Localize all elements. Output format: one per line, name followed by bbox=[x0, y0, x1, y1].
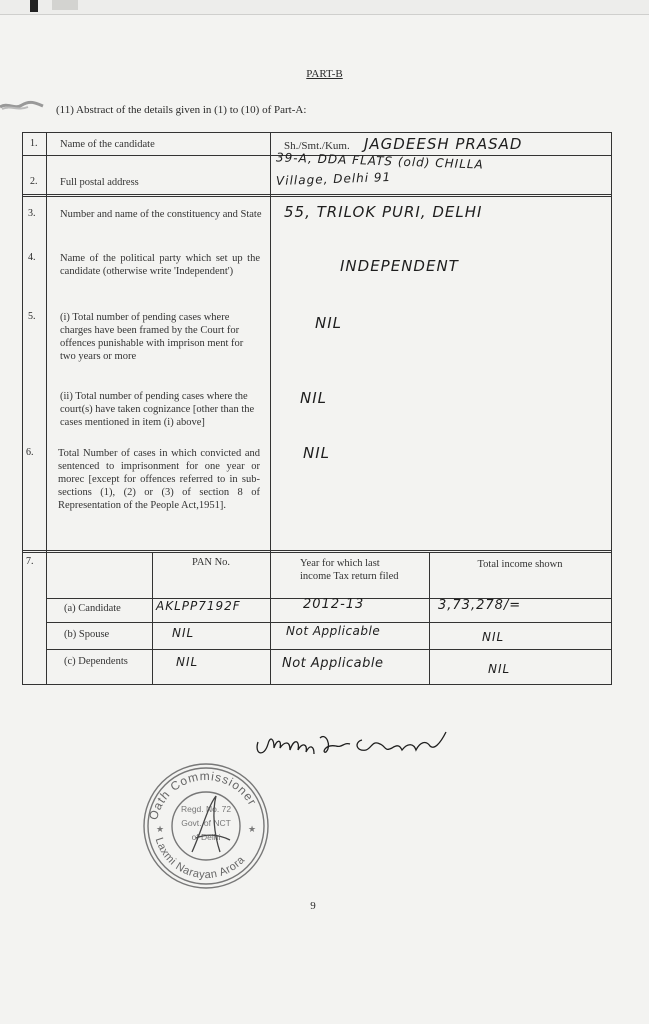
abstract-heading: (11) Abstract of the details given in (1) to (10) of Part-A: bbox=[56, 104, 307, 116]
row-number: 2. bbox=[30, 176, 38, 187]
party-label: Name of the political party which set up the candidate (otherwise write 'Independent') bbox=[60, 253, 260, 277]
row-divider bbox=[46, 622, 612, 623]
candidate-pan-value: AKLPP7192F bbox=[156, 599, 241, 613]
row-divider bbox=[22, 132, 612, 133]
candidate-name-label: Name of the candidate bbox=[60, 139, 155, 150]
scan-top-edge bbox=[0, 0, 649, 15]
dependents-pan-value: NIL bbox=[176, 655, 199, 669]
svg-text:Govt. of NCT: Govt. of NCT bbox=[181, 818, 231, 828]
svg-text:Oath Commissioner: Oath Commissioner bbox=[146, 768, 260, 822]
staple-mark bbox=[0, 100, 44, 112]
row-divider bbox=[22, 552, 612, 553]
convictions-label: Total Number of cases in which convicted and sentenced to imprisonment for one year or morec [except for offences referred to in sub-sections (1), (2) or (3) of section 8 of Representation of the People Act,1951]. bbox=[58, 448, 260, 511]
constituency-value: 55, TRILOK PURI, DELHI bbox=[284, 203, 483, 221]
dependents-income-value: NIL bbox=[488, 662, 511, 676]
row-divider bbox=[22, 684, 612, 685]
column-divider bbox=[429, 552, 430, 685]
candidate-year-value: 2012-13 bbox=[303, 597, 365, 612]
pending-cases-framed-value: NIL bbox=[315, 314, 343, 332]
spouse-pan-value: NIL bbox=[172, 626, 195, 640]
pending-cases-cognizance-value: NIL bbox=[300, 389, 328, 407]
svg-text:★: ★ bbox=[156, 824, 165, 834]
row-number: 3. bbox=[28, 208, 36, 219]
svg-text:Regd. No. 72: Regd. No. 72 bbox=[180, 804, 232, 814]
pan-column-header: PAN No. bbox=[191, 557, 231, 568]
row-divider bbox=[22, 550, 612, 551]
row-divider bbox=[46, 649, 612, 650]
row-number: 7. bbox=[26, 556, 34, 567]
signature-image bbox=[250, 724, 460, 764]
svg-text:Laxmi Narayan Arora: Laxmi Narayan Arora bbox=[152, 836, 248, 882]
dependents-row-label: (c) Dependents bbox=[64, 656, 128, 667]
column-divider bbox=[270, 552, 271, 685]
constituency-label: Number and name of the constituency and State bbox=[60, 209, 262, 220]
row-number: 6. bbox=[26, 447, 34, 458]
postal-address-value: 39-A, DDA FLATS (old) CHILLA bbox=[275, 150, 485, 172]
party-value: INDEPENDENT bbox=[340, 257, 459, 275]
column-divider bbox=[270, 132, 271, 552]
postal-address-label: Full postal address bbox=[60, 177, 139, 188]
page-title: PART-B bbox=[306, 68, 343, 80]
oath-commissioner-seal bbox=[138, 760, 273, 890]
column-divider bbox=[152, 552, 153, 685]
spouse-row-label: (b) Spouse bbox=[64, 629, 110, 640]
candidate-row-label: (a) Candidate bbox=[64, 603, 121, 614]
spouse-income-value: NIL bbox=[482, 630, 505, 644]
candidate-name-value: JAGDEESH PRASAD bbox=[364, 135, 523, 153]
scan-artifact bbox=[30, 0, 38, 12]
column-divider bbox=[46, 132, 47, 685]
income-column-header: Total income shown bbox=[477, 559, 563, 570]
pending-cases-framed-label: (i) Total number of pending cases where charges have been framed by the Court for offences punishable with imprison ment for two years or more bbox=[60, 312, 244, 362]
dependents-year-value: Not Applicable bbox=[282, 656, 384, 671]
row-divider bbox=[22, 196, 612, 197]
year-column-header: Year for which last income Tax return filed bbox=[300, 558, 399, 582]
row-number: 1. bbox=[30, 138, 38, 149]
spouse-year-value: Not Applicable bbox=[286, 624, 381, 638]
candidate-income-value: 3,73,278/= bbox=[438, 598, 522, 613]
salutation-prefix: Sh./Smt./Kum. bbox=[284, 140, 350, 152]
svg-text:of Delhi: of Delhi bbox=[191, 832, 221, 842]
table-border bbox=[22, 132, 23, 685]
postal-address-value: Village, Delhi 91 bbox=[275, 169, 392, 189]
svg-text:★: ★ bbox=[248, 824, 257, 834]
row-number: 4. bbox=[28, 252, 36, 263]
pending-cases-cognizance-label: (ii) Total number of pending cases where the court(s) have taken cognizance [other than the cases mentioned in item (i) above] bbox=[60, 391, 255, 428]
scan-artifact bbox=[52, 0, 78, 10]
convictions-value: NIL bbox=[303, 444, 331, 462]
page-number: 9 bbox=[310, 900, 316, 912]
table-border bbox=[611, 132, 612, 685]
row-divider bbox=[22, 194, 612, 195]
row-number: 5. bbox=[28, 311, 36, 322]
